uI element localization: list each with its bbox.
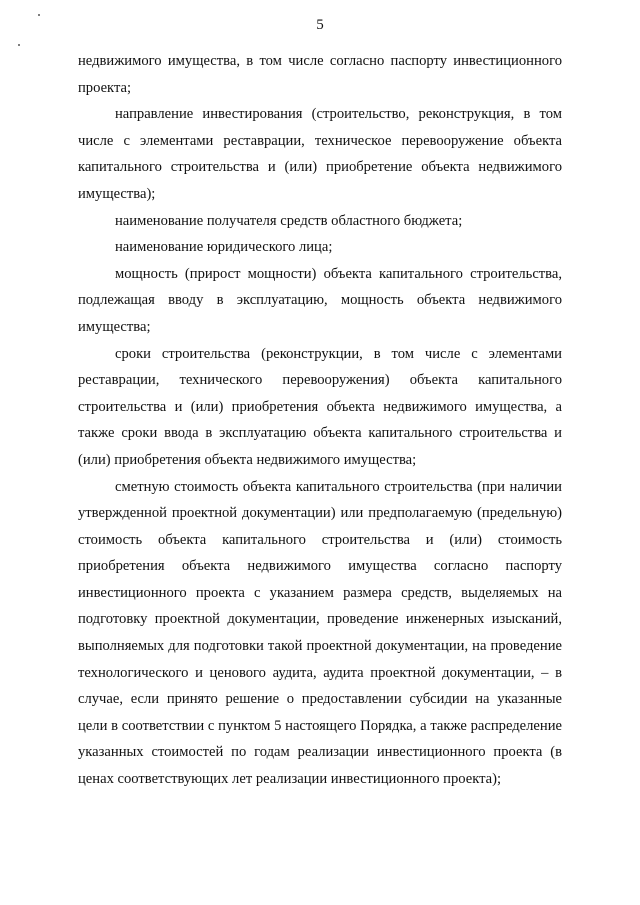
paragraph-capacity: мощность (прирост мощности) объекта капитального строительства, подлежащая вводу в эксплуатацию, мощность объекта недвижимого имущества; [78,265,562,335]
paragraph-construction-terms: сроки строительства (реконструкции, в том числе с элементами реставрации, технического перевооружения) объекта капитального строительства и (или) приобретения объекта недвижимого имущества, а также сроки ввода в эксплуатацию объекта капитального строительства и (или) приобретения объекта недвижимого имущества; [78,345,562,468]
scan-speck [18,44,20,46]
page-number: 5 [316,17,324,33]
paragraph-property-passport: недвижимого имущества, в том числе согласно паспорту инвестиционного проекта; [78,53,562,96]
document-body [78,48,562,793]
paragraph-budget-recipient: наименование получателя средств областного бюджета; [115,212,463,229]
paragraph-legal-entity: наименование юридического лица; [115,239,333,256]
paragraph-estimated-cost: сметную стоимость объекта капитального строительства (при наличии утвержденной проектной документации) или предполагаемую (предельную) стоимость объекта капитального строительства и (или) стоимость приобретения объекта недвижимого имущества согласно паспорту инвестиционного проекта с указанием размера средств, выделяемых на подготовку проектной документации, проведение инженерных изысканий, выполняемых для подготовки такой проектной документации, на проведение технологического и ценового аудита, аудита проектной документации, – в случае, если принято решение о предоставлении субсидии на указанные цели в соответствии с пунктом 5 настоящего Порядка, а также распределение указанных стоимостей по годам реализации инвестиционного проекта (в ценах соответствующих лет реализации инвестиционного проекта); [78,478,562,788]
paragraph-investment-direction: направление инвестирования (строительство, реконструкция, в том числе с элементами реставрации, техническое перевооружение объекта капитального строительства и (или) приобретение объекта недвижимого имущества); [78,106,562,202]
